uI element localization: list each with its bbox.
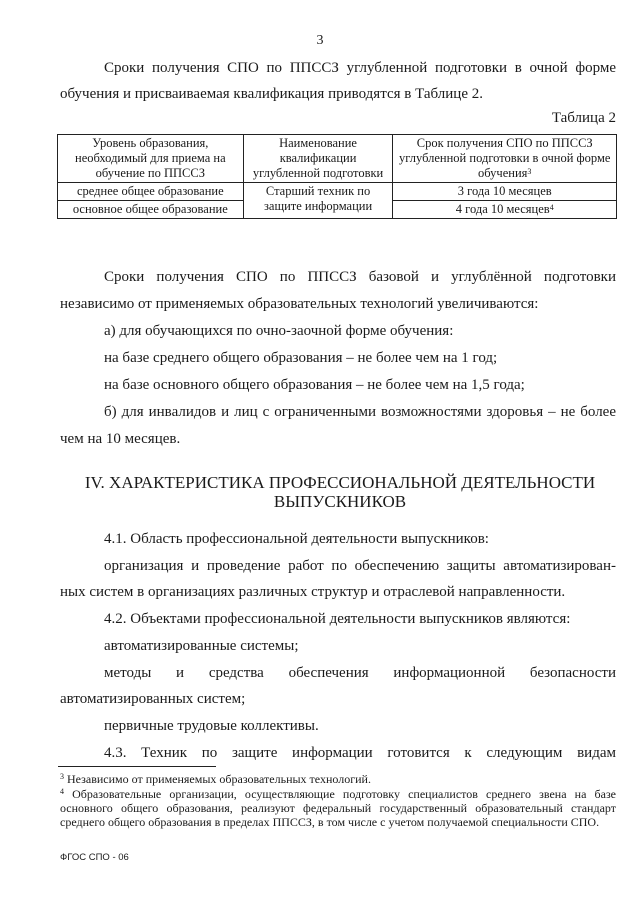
header-duration: Срок получения СПО по ППССЗ углубленной подготовки в очной форме обучения$^3$ <box>393 135 617 183</box>
intro-line-2: обучения и присваиваемая квалификация приводятся в Таблице 2. <box>60 86 483 102</box>
object-2-line-1: методы и средства обеспечения информационной безопасности <box>104 665 616 681</box>
section-title-line-1: IV. ХАРАКТЕРИСТИКА ПРОФЕССИОНАЛЬНОЙ ДЕЯТЕЛЬНОСТИ <box>84 473 596 492</box>
object-3: первичные трудовые коллективы. <box>104 718 319 734</box>
section-title-line-2: ВЫПУСКНИКОВ <box>273 492 407 511</box>
footnote-separator <box>58 766 216 767</box>
footnote-3-mark: 3 <box>60 772 64 781</box>
para-b-line-2: чем на 10 месяцев. <box>60 431 181 447</box>
table-header-row <box>58 135 617 183</box>
para-1-line-2: независимо от применяемых образовательных технологий увеличиваются: <box>60 296 539 312</box>
para-1-line-1: Сроки получения СПО по ППССЗ базовой и углублённой подготовки <box>104 269 616 285</box>
para-b-line-1: б) для инвалидов и лиц с ограниченными возможностями здоровья – не более <box>104 404 616 420</box>
intro-line-1: Сроки получения СПО по ППССЗ углубленной подготовки в очной форме <box>104 60 616 76</box>
footnote-ref-4: 4 <box>549 203 554 212</box>
cell-qualification: Старший техник по защите информации <box>243 183 393 219</box>
object-2-line-2: автоматизированных систем; <box>60 691 246 707</box>
duration-table <box>57 134 617 219</box>
footnote-4 <box>60 787 616 829</box>
para-a1: на базе среднего общего образования – не более чем на 1 год; <box>104 350 498 366</box>
section-4-2: 4.2. Объектами профессиональной деятельности выпускников являются: <box>104 611 571 627</box>
cell-duration: 3 года 10 месяцев <box>393 183 617 201</box>
section-4-1: 4.1. Область профессиональной деятельности выпускников: <box>104 531 489 547</box>
section-4-3: 4.3. Техник по защите информации готовится к следующим видам <box>104 745 616 761</box>
object-1: автоматизированные системы; <box>104 638 299 654</box>
page-number: 3 <box>316 33 324 48</box>
cell-level: основное общее образование <box>58 201 244 219</box>
header-qualification: Наименование квалификации углубленной подготовки <box>243 135 393 183</box>
footnote-4-mark: 4 <box>60 787 64 796</box>
header-education-level: Уровень образования, необходимый для приема на обучение по ППССЗ <box>58 135 244 183</box>
footnote-4-text: Образовательные организации, осуществляющие подготовку специалистов среднего звена на базе основного общего образования, реализуют федеральный государственный образовательный стандарт среднего общего образования в пределах ППССЗ, в том числе с учетом получаемой специальности СПО. <box>60 787 617 829</box>
cell-duration: 4 года 10 месяцев$^4$ <box>393 201 617 219</box>
footnote-3 <box>60 772 616 786</box>
table-row <box>58 183 617 201</box>
section-4-1-line-2: ных систем в организациях различных структур и отраслевой направленности. <box>60 584 566 600</box>
footnote-ref-3: 3 <box>527 167 532 176</box>
document-code: ФГОС СПО - 06 <box>60 852 129 863</box>
cell-level: среднее общее образование <box>58 183 244 201</box>
table-label: Таблица 2 <box>551 110 616 126</box>
para-a: а) для обучающихся по очно-заочной форме обучения: <box>104 323 454 339</box>
para-a2: на базе основного общего образования – не более чем на 1,5 года; <box>104 377 525 393</box>
section-4-1-line-1: организация и проведение работ по обеспечению защиты автоматизирован- <box>104 558 616 574</box>
footnote-3-text: Независимо от применяемых образовательных технологий. <box>67 772 371 786</box>
